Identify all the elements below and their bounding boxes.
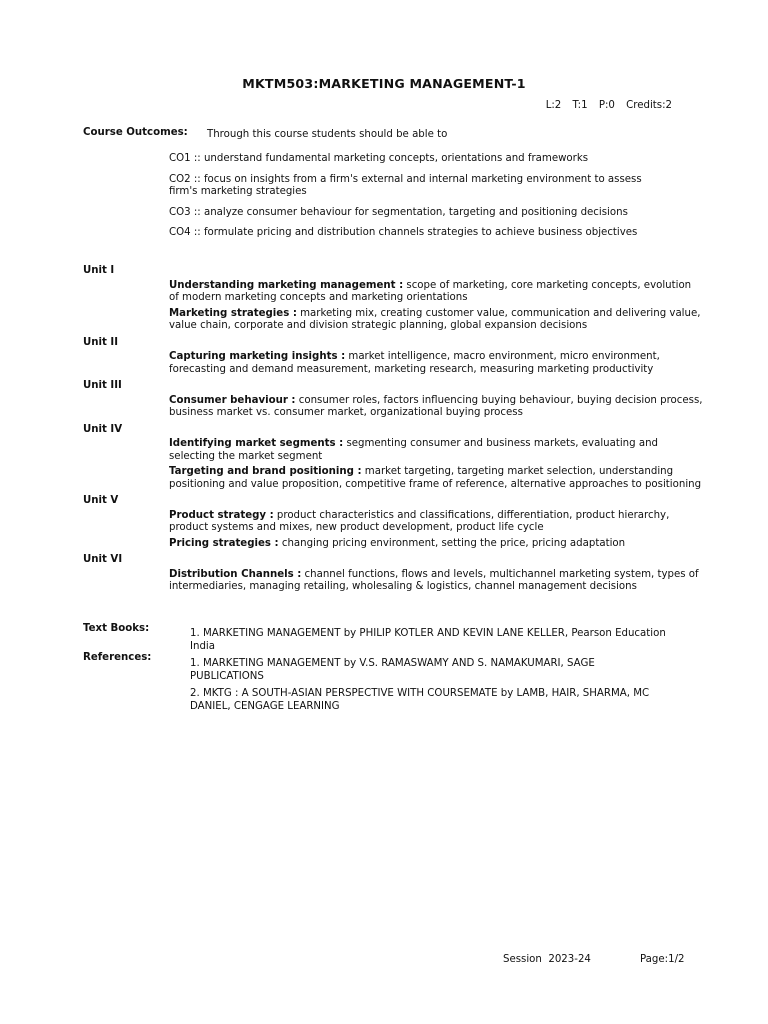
text-books-label: Text Books: <box>83 623 150 634</box>
topic-text: market targeting, targeting market selection, understanding positioning and value proposition, competitive frame of reference, alternative approaches to positioning <box>169 466 702 490</box>
session-label: Session 2023-24 <box>503 954 591 965</box>
unit-label: Unit II <box>83 336 119 348</box>
unit-topics <box>169 569 703 594</box>
topic-text: scope of marketing, core marketing concepts, evolution of modern marketing concepts and marketing orientations <box>169 279 692 303</box>
credits-count: Credits:2 <box>626 100 672 111</box>
books-list <box>190 628 670 718</box>
topic-heading: Targeting and brand positioning : <box>169 466 362 477</box>
topic-heading: Identifying market segments : <box>169 438 344 449</box>
unit-label: Unit V <box>83 495 119 506</box>
unit-block <box>83 380 703 420</box>
unit-topic <box>169 308 703 333</box>
unit-topics <box>169 438 703 491</box>
topic-heading: Consumer behaviour : <box>169 394 296 406</box>
credit-structure <box>538 100 672 113</box>
unit-topic <box>169 466 703 491</box>
course-outcome-item: CO1 :: understand fundamental marketing concepts, orientations and frameworks <box>169 153 589 164</box>
unit-topic <box>169 351 703 376</box>
tutorial-hours: T:1 <box>572 100 588 111</box>
topic-heading: Product strategy : <box>169 509 274 521</box>
topic-text: product characteristics and classifications, differentiation, product hierarchy, product systems and mixes, new product development, product life cycle <box>169 509 670 533</box>
unit-topics <box>169 280 703 333</box>
text-book-item: 1. MARKETING MANAGEMENT by PHILIP KOTLER AND KEVIN LANE KELLER, Pearson Education India <box>190 628 666 652</box>
unit-block <box>83 495 703 550</box>
practical-hours: P:0 <box>598 100 615 111</box>
references-label: References: <box>83 652 152 663</box>
unit-label: Unit I <box>83 265 115 276</box>
page-number: Page:1/2 <box>640 954 685 965</box>
course-outcomes-intro: Through this course students should be able to <box>207 129 448 140</box>
reference-item: 1. MARKETING MANAGEMENT by V.S. RAMASWAMY AND S. NAMAKUMARI, SAGE PUBLICATIONS <box>190 658 595 682</box>
topic-heading: Understanding marketing management : <box>169 279 404 291</box>
unit-topic <box>169 438 703 463</box>
unit-label: Unit IV <box>83 423 123 435</box>
unit-topic <box>169 538 703 551</box>
course-title: MKTM503:MARKETING MANAGEMENT-1 <box>242 76 526 91</box>
topic-text: market intelligence, macro environment, micro environment, forecasting and demand measurement, marketing research, measuring marketing productivity <box>169 351 660 375</box>
unit-topics <box>169 351 703 376</box>
topic-text: changing pricing environment, setting the price, pricing adaptation <box>278 537 626 549</box>
topic-text: segmenting consumer and business markets, evaluating and selecting the market segment <box>169 438 658 462</box>
unit-block <box>83 265 703 333</box>
unit-topics <box>169 510 703 551</box>
unit-block <box>83 424 703 492</box>
topic-heading: Pricing strategies : <box>169 537 279 549</box>
topic-heading: Distribution Channels : <box>169 568 302 580</box>
unit-block <box>83 337 703 377</box>
course-outcome-item: CO2 :: focus on insights from a firm's external and internal marketing environment to assess firm's marketing strategies <box>169 173 642 197</box>
topic-heading: Marketing strategies : <box>169 307 297 319</box>
unit-block <box>83 554 703 594</box>
unit-topic <box>169 395 703 420</box>
course-outcome-item: CO3 :: analyze consumer behaviour for segmentation, targeting and positioning decisions <box>169 206 628 218</box>
lecture-hours: L:2 <box>545 100 562 111</box>
unit-topic <box>169 569 703 594</box>
unit-label: Unit VI <box>83 554 123 565</box>
unit-topics <box>169 395 703 420</box>
course-outcomes-label: Course Outcomes: <box>83 127 188 138</box>
unit-label: Unit III <box>83 380 122 391</box>
units-section <box>83 261 703 597</box>
topic-text: channel functions, flows and levels, multichannel marketing system, types of intermediaries, managing retailing, wholesaling & logistics, channel management decisions <box>169 568 699 592</box>
unit-topic <box>169 280 703 305</box>
topic-text: marketing mix, creating customer value, communication and delivering value, value chain, corporate and division strategic planning, global expansion decisions <box>169 307 701 331</box>
topic-text: consumer roles, factors influencing buying behaviour, buying decision process, business market vs. consumer market, organizational buying process <box>169 394 703 418</box>
topic-heading: Capturing marketing insights : <box>169 351 346 362</box>
course-outcome-item: CO4 :: formulate pricing and distribution channels strategies to achieve business objectives <box>169 227 638 238</box>
unit-topic <box>169 510 703 535</box>
course-outcomes-list <box>169 153 669 248</box>
reference-item: 2. MKTG : A SOUTH-ASIAN PERSPECTIVE WITH COURSEMATE by LAMB, HAIR, SHARMA, MC DANIEL, CENGAGE LEARNING <box>190 688 650 712</box>
